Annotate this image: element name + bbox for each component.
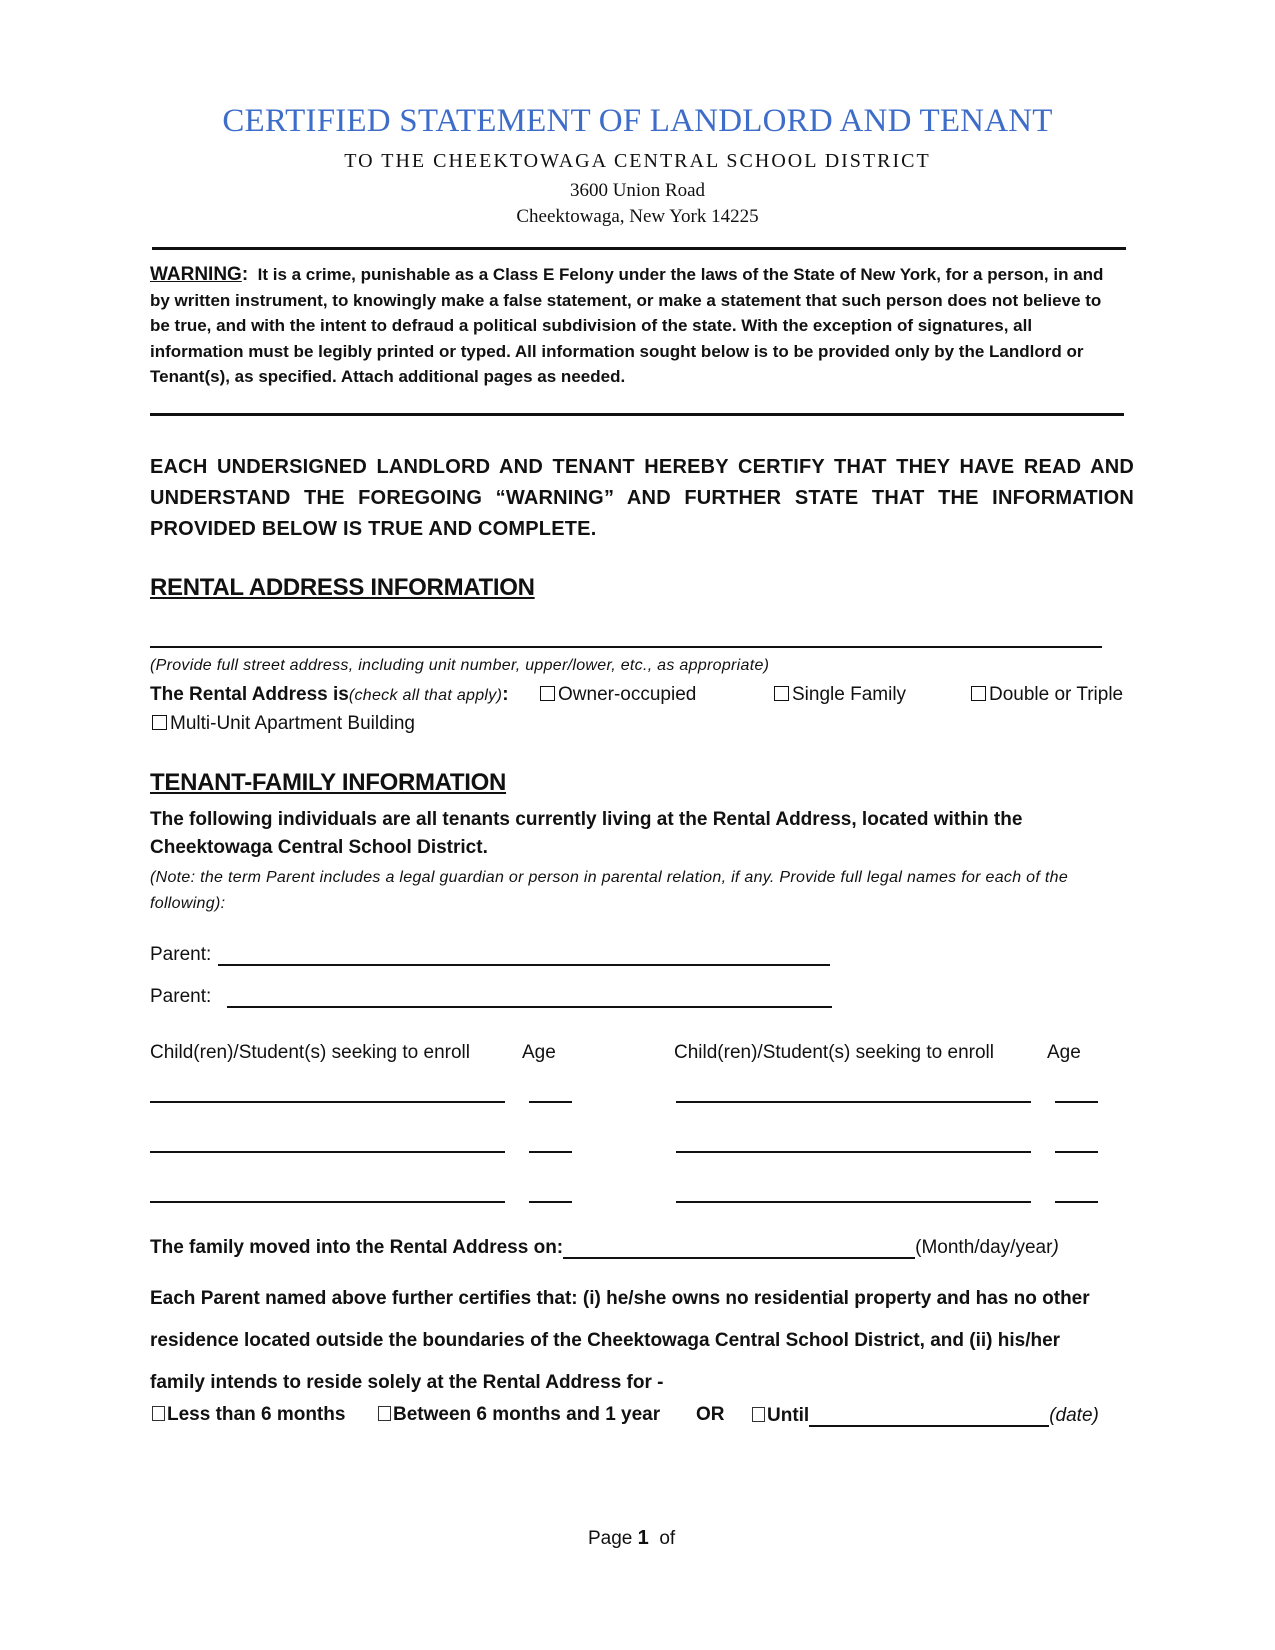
child-age-field[interactable]: [1055, 1151, 1098, 1153]
rental-type-label: The Rental Address is: [150, 684, 349, 705]
tenant-note: (Note: the term Parent includes a legal guardian or person in parental relation, if any. Provide full legal names for each of the following):: [150, 869, 1069, 912]
age-header-left: Age: [522, 1042, 556, 1063]
until-date-field[interactable]: [809, 1404, 1049, 1427]
child-name-field[interactable]: [150, 1101, 505, 1103]
rental-address-hint: (Provide full street address, including unit number, upper/lower, etc., as appropriate): [150, 657, 770, 674]
option-single-family[interactable]: [774, 684, 906, 706]
option-owner-occupied[interactable]: [540, 684, 696, 706]
option-less-than-6-months[interactable]: [152, 1404, 345, 1426]
child-age-field[interactable]: [529, 1201, 572, 1203]
rental-address-field[interactable]: [150, 646, 1102, 648]
rental-type-row: [150, 684, 509, 706]
option-label: Between 6 months and 1 year: [393, 1404, 661, 1425]
moved-in-hint: (Month/day/year: [915, 1237, 1053, 1258]
address-city: Cheektowaga, New York 14225: [516, 206, 759, 227]
parent-field-1[interactable]: [218, 964, 830, 966]
top-divider: [152, 247, 1126, 250]
document-title: CERTIFIED STATEMENT OF LANDLORD AND TENANT: [222, 103, 1053, 139]
tenant-intro: The following individuals are all tenants currently living at the Rental Address, located within the Cheektowaga Central School District.: [150, 809, 1023, 858]
parent-label-2: Parent:: [150, 986, 212, 1007]
checkbox-until[interactable]: [752, 1407, 765, 1422]
checkbox-less-than-6-months[interactable]: [152, 1406, 165, 1421]
parent-certifies-text: Each Parent named above further certifies that: (i) he/she owns no residential property and has no other residence located outside the boundaries of the Cheektowaga Central School District, and (ii) his/her family intends to reside solely at the Rental Address for -: [150, 1288, 1090, 1393]
moved-in-date-field[interactable]: [563, 1236, 915, 1259]
option-label: Multi-Unit Apartment Building: [170, 713, 415, 734]
child-name-field[interactable]: [150, 1201, 505, 1203]
page-footer: [588, 1527, 675, 1550]
page-of-label: of: [659, 1528, 676, 1549]
option-label: Less than 6 months: [167, 1404, 346, 1425]
warning-block: [150, 262, 1125, 390]
page-label: Page: [588, 1528, 633, 1549]
document-subtitle: TO THE CHEEKTOWAGA CENTRAL SCHOOL DISTRICT: [344, 150, 931, 172]
checkbox-owner-occupied[interactable]: [540, 686, 555, 701]
child-age-field[interactable]: [529, 1151, 572, 1153]
until-date-hint: (date): [1049, 1405, 1099, 1426]
age-header-right: Age: [1047, 1042, 1081, 1063]
address-street: 3600 Union Road: [569, 180, 706, 201]
child-age-field[interactable]: [1055, 1101, 1098, 1103]
child-header-left: Child(ren)/Student(s) seeking to enroll: [150, 1042, 470, 1063]
rental-type-colon: :: [502, 684, 509, 705]
moved-in-hint-close: ): [1052, 1237, 1059, 1258]
checkbox-multi-unit[interactable]: [152, 715, 167, 730]
option-between-6-months-1-year[interactable]: [378, 1404, 660, 1426]
checkbox-double-triple[interactable]: [971, 686, 986, 701]
option-double-triple[interactable]: [971, 684, 1123, 706]
certification-statement: EACH UNDERSIGNED LANDLORD AND TENANT HEREBY CERTIFY THAT THEY HAVE READ AND UNDERSTAND THE FOREGOING “WARNING” AND FURTHER STATE THAT THE INFORMATION PROVIDED BELOW IS TRUE AND COMPLETE.: [150, 456, 1134, 540]
warning-colon: :: [241, 264, 249, 285]
child-header-right: Child(ren)/Student(s) seeking to enroll: [674, 1042, 994, 1063]
checkbox-between-6-months-1-year[interactable]: [378, 1406, 391, 1421]
child-age-field[interactable]: [529, 1101, 572, 1103]
child-name-field[interactable]: [676, 1201, 1031, 1203]
warning-divider: [150, 413, 1124, 416]
option-multi-unit[interactable]: [152, 713, 415, 735]
parent-field-2[interactable]: [227, 1006, 832, 1008]
child-name-field[interactable]: [676, 1101, 1031, 1103]
option-label: Single Family: [792, 684, 907, 705]
child-name-field[interactable]: [676, 1151, 1031, 1153]
option-label: Owner-occupied: [558, 684, 697, 705]
moved-in-label: The family moved into the Rental Address on:: [150, 1237, 564, 1258]
moved-in-row: [150, 1236, 1059, 1259]
option-until[interactable]: [752, 1404, 1099, 1427]
option-label: Until: [767, 1405, 810, 1426]
warning-text: It is a crime, punishable as a Class E Felony under the laws of the State of New York, for a person, in and by written instrument, to knowingly make a false statement, or make a statement that such person does not believe to be true, and with the intent to defraud a political subdivision of the state. With the exception of signatures, all information must be legibly printed or typed. All information sought below is to be provided only by the Landlord or Tenant(s), as specified. Attach additional pages as needed.: [150, 265, 1104, 386]
rental-heading: RENTAL ADDRESS INFORMATION: [150, 574, 535, 601]
page-number: 1: [637, 1527, 649, 1549]
parent-label-1: Parent:: [150, 944, 212, 965]
tenant-heading: TENANT-FAMILY INFORMATION: [150, 769, 507, 796]
warning-label: WARNING: [150, 264, 242, 285]
rental-type-hint: (check all that apply): [348, 687, 503, 704]
child-age-field[interactable]: [1055, 1201, 1098, 1203]
checkbox-single-family[interactable]: [774, 686, 789, 701]
option-label: Double or Triple: [989, 684, 1124, 705]
or-label: OR: [696, 1404, 725, 1425]
child-name-field[interactable]: [150, 1151, 505, 1153]
